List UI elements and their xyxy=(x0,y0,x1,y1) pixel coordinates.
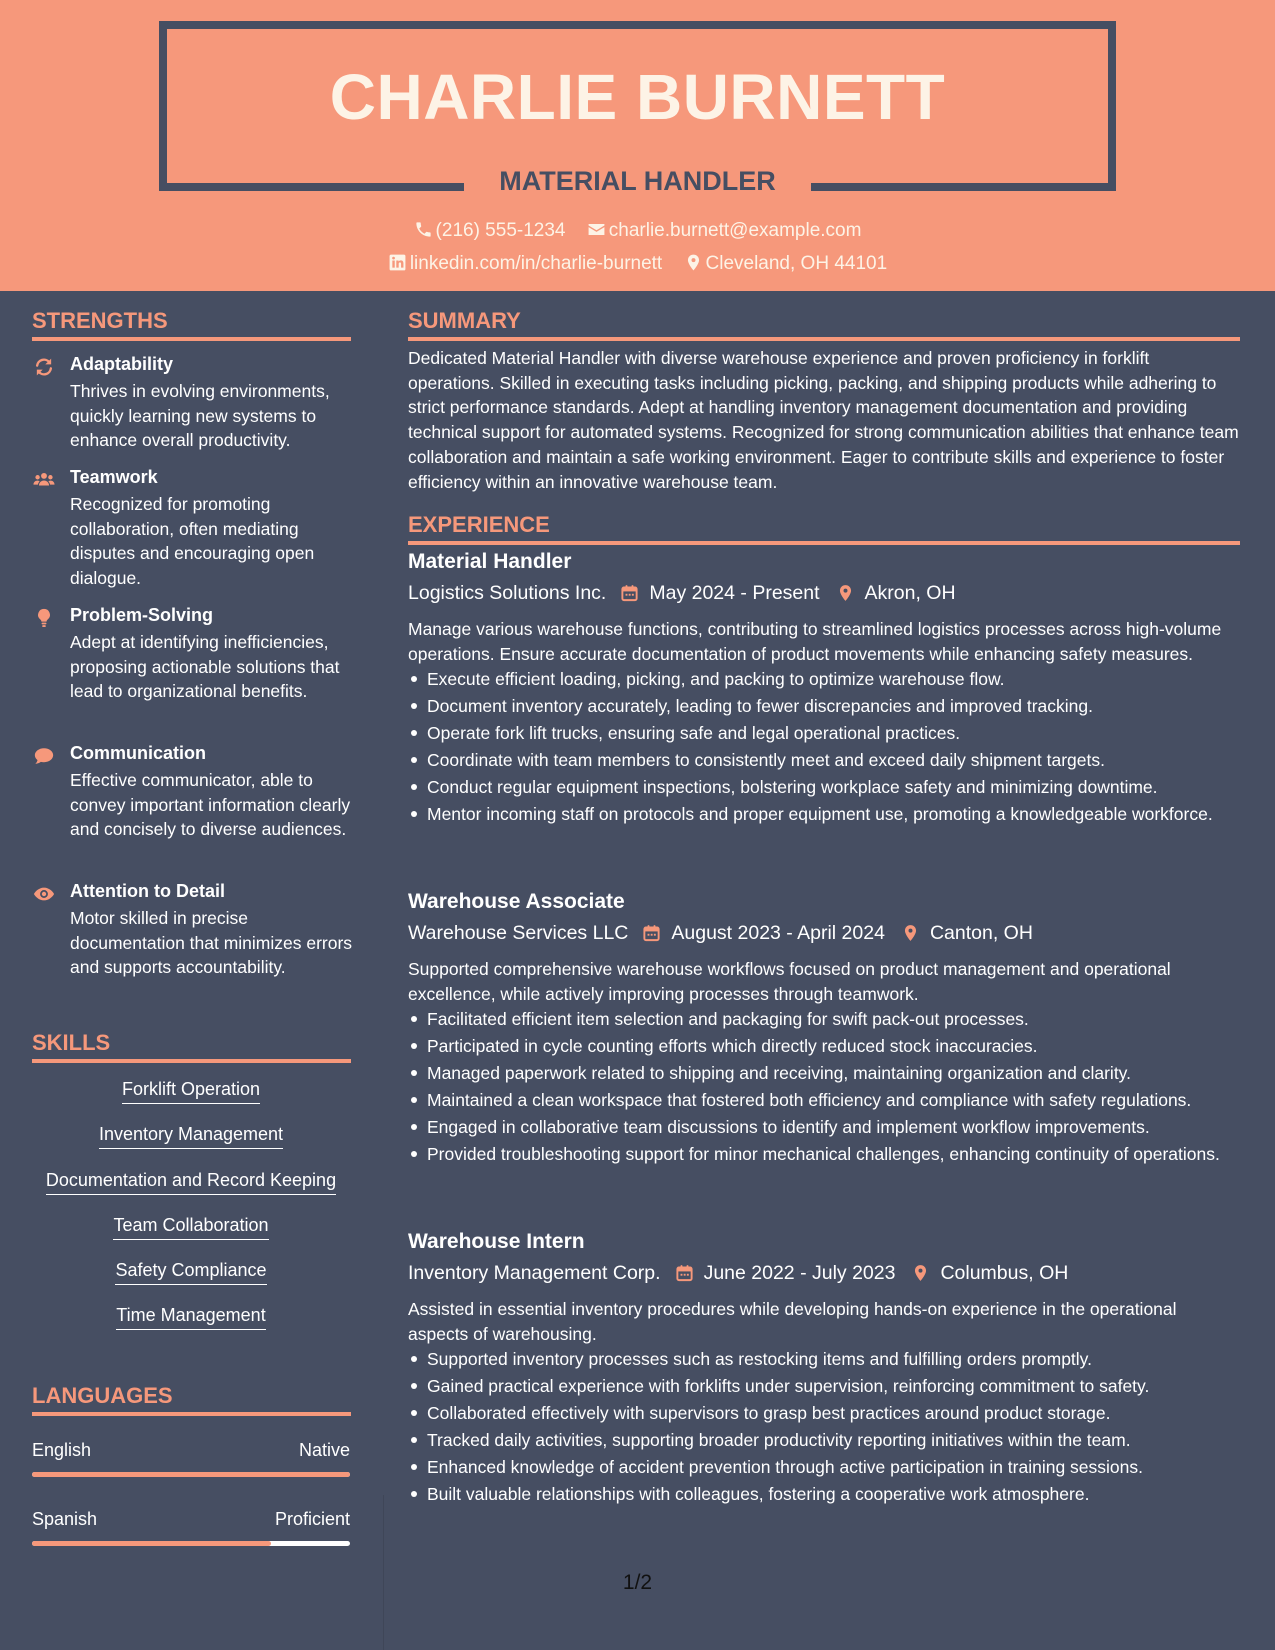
job-entry xyxy=(408,1230,1240,1509)
strength-title: Attention to Detail xyxy=(70,881,225,901)
eye-icon xyxy=(32,883,56,905)
job-entry xyxy=(408,550,1240,829)
calendar-icon xyxy=(675,1263,694,1283)
company-name: Inventory Management Corp. xyxy=(408,1262,661,1285)
calendar-icon xyxy=(620,583,639,603)
language-proficiency-bar xyxy=(32,1472,350,1477)
phone-icon xyxy=(414,220,433,239)
strength-desc: Effective communicator, able to convey important information clearly and concisely to diverse audiences. xyxy=(70,770,351,839)
list-item: Execute efficient loading, picking, and packing to optimize warehouse flow. xyxy=(408,667,1240,691)
job-bullets xyxy=(408,1347,1240,1506)
job-title: Warehouse Associate xyxy=(408,890,625,913)
job-title: Material Handler xyxy=(408,550,572,573)
languages-heading: LANGUAGES xyxy=(32,1383,173,1408)
language-name: Spanish xyxy=(32,1509,98,1529)
skills-heading: SKILLS xyxy=(32,1030,111,1055)
section-divider xyxy=(32,1412,351,1416)
list-item: Tracked daily activities, supporting broader productivity reporting initiatives within the team. xyxy=(408,1428,1240,1452)
language-level: Proficient xyxy=(274,1509,350,1529)
job-bullets xyxy=(408,667,1240,826)
list-item: Collaborated effectively with supervisors to grasp best practices around product storage. xyxy=(408,1401,1240,1425)
skill-item: Documentation and Record Keeping xyxy=(32,1170,350,1195)
list-item: Provided troubleshooting support for minor mechanical challenges, enhancing continuity of operations. xyxy=(408,1142,1240,1166)
list-item: Enhanced knowledge of accident prevention through active participation in training sessions. xyxy=(408,1455,1240,1479)
job-dates: August 2023 - April 2024 xyxy=(671,922,885,945)
list-item: Conduct regular equipment inspections, bolstering workplace safety and minimizing downtime. xyxy=(408,775,1240,799)
job-dates: June 2022 - July 2023 xyxy=(703,1262,896,1285)
map-pin-icon xyxy=(684,253,703,272)
list-item: Built valuable relationships with colleagues, fostering a cooperative work atmosphere. xyxy=(408,1482,1240,1506)
list-item: Supported inventory processes such as restocking items and fulfilling orders promptly. xyxy=(408,1347,1240,1371)
job-description: Manage various warehouse functions, contributing to streamlined logistics processes across high-volume operations. Ensure accurate documentation of product movements while enhancing safety measures. xyxy=(408,619,1222,664)
skill-item: Forklift Operation xyxy=(32,1079,350,1104)
list-item: Mentor incoming staff on protocols and proper equipment use, promoting a knowledgeable workforce. xyxy=(408,802,1240,826)
skill-item: Safety Compliance xyxy=(32,1260,350,1285)
calendar-icon xyxy=(642,923,661,943)
skill-item: Team Collaboration xyxy=(32,1215,350,1240)
strength-title: Problem-Solving xyxy=(70,605,214,625)
list-item: Maintained a clean workspace that fostered both efficiency and compliance with safety regulations. xyxy=(408,1088,1240,1112)
language-proficiency-bar xyxy=(32,1541,350,1546)
section-divider xyxy=(408,541,1240,545)
contact-location: Cleveland, OH 44101 xyxy=(684,253,888,275)
job-location: Akron, OH xyxy=(864,582,956,605)
envelope-icon xyxy=(587,220,606,239)
language-name: English xyxy=(32,1440,92,1460)
page-number: 1/2 xyxy=(622,1571,653,1594)
skill-item: Inventory Management xyxy=(32,1124,350,1149)
map-pin-icon xyxy=(901,923,920,943)
contact-phone[interactable]: (216) 555-1234 xyxy=(414,220,566,242)
contact-email[interactable]: charlie.burnett@example.com xyxy=(587,220,862,242)
section-divider xyxy=(32,1059,351,1063)
list-item: Operate fork lift trucks, ensuring safe and legal operational practices. xyxy=(408,721,1240,745)
strengths-heading: STRENGTHS xyxy=(32,308,168,333)
strength-title: Teamwork xyxy=(70,467,158,487)
speech-bubble-icon xyxy=(32,745,56,767)
sync-icon xyxy=(32,356,56,378)
list-item: Facilitated efficient item selection and packaging for swift pack-out processes. xyxy=(408,1007,1240,1031)
strength-desc: Adept at identifying inefficiencies, proposing actionable solutions that lead to organizational benefits. xyxy=(70,632,340,701)
language-level: Native xyxy=(298,1440,350,1460)
strength-desc: Thrives in evolving environments, quickly learning new systems to enhance overall productivity. xyxy=(70,381,330,450)
strength-title: Communication xyxy=(70,743,207,763)
lightbulb-icon xyxy=(32,607,56,629)
job-location: Canton, OH xyxy=(929,922,1033,945)
candidate-title: MATERIAL HANDLER xyxy=(499,166,776,196)
list-item: Participated in cycle counting efforts which directly reduced stock inaccuracies. xyxy=(408,1034,1240,1058)
list-item: Gained practical experience with forklifts under supervision, reinforcing commitment to safety. xyxy=(408,1374,1240,1398)
job-description: Assisted in essential inventory procedures while developing hands-on experience in the operational aspects of warehousing. xyxy=(408,1299,1177,1344)
linkedin-icon xyxy=(388,253,407,272)
list-item: Managed paperwork related to shipping and receiving, maintaining organization and clarity. xyxy=(408,1061,1240,1085)
resume-header xyxy=(0,0,1275,291)
experience-heading: EXPERIENCE xyxy=(408,512,550,537)
contact-linkedin[interactable]: linkedin.com/in/charlie-burnett xyxy=(388,253,662,275)
job-dates: May 2024 - Present xyxy=(649,582,820,605)
strength-title: Adaptability xyxy=(70,354,174,374)
strength-desc: Motor skilled in precise documentation that minimizes errors and supports accountability. xyxy=(70,908,353,977)
list-item: Coordinate with team members to consistently meet and exceed daily shipment targets. xyxy=(408,748,1240,772)
job-description: Supported comprehensive warehouse workflows focused on product management and operational excellence, while actively improving processes through teamwork. xyxy=(408,959,1171,1004)
section-divider xyxy=(408,337,1240,341)
section-divider xyxy=(32,337,351,341)
company-name: Logistics Solutions Inc. xyxy=(408,582,607,605)
list-item: Engaged in collaborative team discussions to identify and implement workflow improvements. xyxy=(408,1115,1240,1139)
summary-text: Dedicated Material Handler with diverse warehouse experience and proven proficiency in forklift operations. Skilled in executing tasks including picking, packing, and shipping products while adhering to strict performance standards. Adept at handling inventory management documentation and providing technical support for automated systems. Recognized for strong communication abilities that enhance team collaboration and maintain a safe working environment. Eager to contribute skills and experience to foster efficiency within an innovative warehouse team. xyxy=(408,348,1239,492)
job-location: Columbus, OH xyxy=(940,1262,1069,1285)
job-entry xyxy=(408,890,1240,1169)
candidate-name: CHARLIE BURNETT xyxy=(329,61,946,133)
skill-item: Time Management xyxy=(32,1305,350,1330)
company-name: Warehouse Services LLC xyxy=(408,922,629,945)
strength-desc: Recognized for promoting collaboration, often mediating disputes and encouraging open dialogue. xyxy=(70,494,315,588)
map-pin-icon xyxy=(836,583,855,603)
list-item: Document inventory accurately, leading to fewer discrepancies and improved tracking. xyxy=(408,694,1240,718)
job-bullets xyxy=(408,1007,1240,1166)
map-pin-icon xyxy=(911,1263,930,1283)
job-title: Warehouse Intern xyxy=(408,1230,585,1253)
summary-heading: SUMMARY xyxy=(408,308,521,333)
users-icon xyxy=(32,469,56,491)
